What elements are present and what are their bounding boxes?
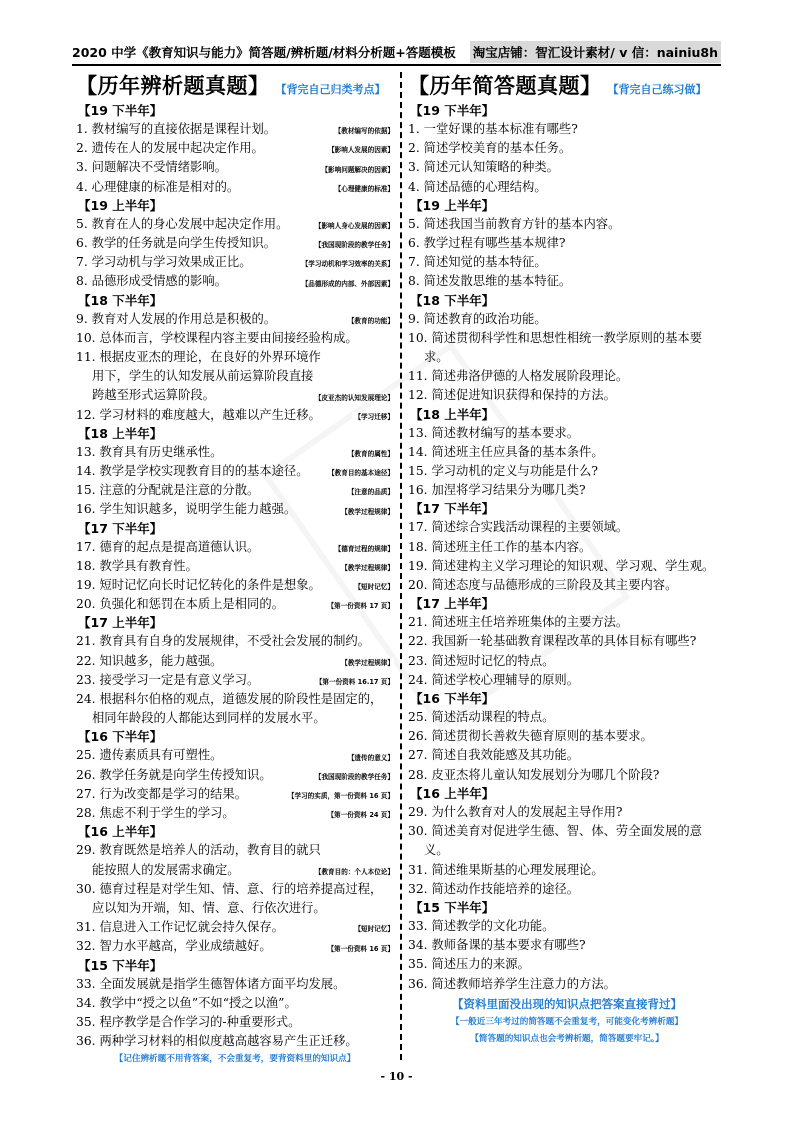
question-text: 20. 简述态度与品德形成的三阶段及其主要内容。 xyxy=(408,578,678,593)
topic-tag: 【影响问题解决的因素】 xyxy=(321,165,394,174)
question-item xyxy=(408,822,726,860)
year-heading: 【18 上半年】 xyxy=(78,425,163,441)
question-text: 7. 学习动机与学习效果成正比。 xyxy=(76,255,252,270)
year-heading: 【19 上半年】 xyxy=(410,197,495,213)
question-text: 15. 学习动机的定义与功能是什么? xyxy=(408,464,598,479)
left-note: 【记住辨析题不用背答案，不会重复考，要背资料里的知识点】 xyxy=(114,1054,356,1065)
question-item xyxy=(408,766,726,785)
question-text: 23. 接受学习一定是有意义学习。 xyxy=(76,672,260,687)
question-item xyxy=(76,1013,394,1032)
topic-tag: 【教育目的：个人本位论】 xyxy=(314,867,394,876)
question-text: 1. 教材编写的直接依据是课程计划。 xyxy=(76,122,277,136)
question-item xyxy=(76,841,394,879)
right-section-title xyxy=(408,70,726,100)
topic-tag: 【教学过程规律】 xyxy=(341,658,394,667)
question-item xyxy=(408,443,726,462)
right-note-3: 【简答题的知识点也会考辨析题，简答题要牢记。】 xyxy=(470,1033,664,1044)
right-question-list xyxy=(408,102,726,994)
topic-tag: 【皮亚杰的认知发展理论】 xyxy=(314,393,394,402)
question-text: 10. 总体而言，学校课程内容主要由间接经验构成。 xyxy=(76,330,358,345)
question-item xyxy=(408,158,726,177)
question-text: 29. 为什么教育对人的发展起主导作用? xyxy=(408,804,623,819)
year-heading: 【17 上半年】 xyxy=(78,615,163,631)
question-text: 36. 简述教师培养学生注意力的方法。 xyxy=(408,976,616,991)
year-heading: 【17 下半年】 xyxy=(78,520,163,536)
question-item xyxy=(408,652,726,671)
topic-tag: 【德育过程的规律】 xyxy=(334,544,394,553)
question-text: 2. 遗传在人的发展中起决定作用。 xyxy=(76,141,264,156)
question-item xyxy=(408,936,726,955)
topic-tag: 【品德形成的内部、外部因素】 xyxy=(301,279,394,288)
topic-tag: 【心理健康的标准】 xyxy=(334,184,394,193)
left-section-title xyxy=(76,70,394,100)
question-text: 17. 德育的起点是提高道德认识。 xyxy=(76,539,260,554)
question-text: 31. 简述维果斯基的心理发展理论。 xyxy=(408,862,604,877)
question-text: 6. 教学的任务就是向学生传授知识。 xyxy=(76,236,277,251)
question-item xyxy=(408,955,726,974)
question-text: 28. 焦虑不利于学生的学习。 xyxy=(76,806,235,821)
question-item xyxy=(76,120,394,139)
right-column xyxy=(408,70,726,1070)
question-item xyxy=(408,424,726,443)
question-item xyxy=(76,804,394,823)
right-title: 【历年简答题真题】 xyxy=(408,74,602,98)
year-heading: 【19 下半年】 xyxy=(78,103,163,118)
year-heading: 【19 上半年】 xyxy=(78,197,163,213)
question-item xyxy=(408,613,726,632)
question-text: 33. 简述教学的文化功能。 xyxy=(408,918,555,933)
question-text: 22. 知识越多，能力越强。 xyxy=(76,653,223,668)
year-heading: 【18 下半年】 xyxy=(78,292,163,308)
question-text: 33. 全面发展就是指学生德智体诸方面平均发展。 xyxy=(76,976,346,991)
question-item xyxy=(408,538,726,557)
question-item xyxy=(76,975,394,994)
question-text: 3. 简述元认知策略的种类。 xyxy=(408,160,559,175)
question-item xyxy=(76,1032,394,1051)
question-text: 4. 简述品德的心理结构。 xyxy=(408,179,547,194)
year-heading: 【18 下半年】 xyxy=(410,292,495,308)
page-header xyxy=(72,40,721,66)
question-text: 12. 简述促进知识获得和保持的方法。 xyxy=(408,388,616,403)
topic-tag: 【第一份资料 17 页】 xyxy=(327,602,394,611)
question-text: 36. 两种学习材料的相似度越高越容易产生正迁移。 xyxy=(76,1034,358,1049)
question-item xyxy=(408,746,726,765)
year-heading: 【16 下半年】 xyxy=(410,691,495,707)
question-item xyxy=(76,329,394,348)
header-title: 2020 中学《教育知识与能力》简答题/辨析题/材料分析题+答题模板 xyxy=(72,45,456,60)
question-item xyxy=(76,310,394,329)
question-item xyxy=(408,481,726,500)
question-text: 20. 负强化和惩罚在本质上是相同的。 xyxy=(76,597,284,612)
topic-tag: 【教育的属性】 xyxy=(347,450,394,459)
question-item xyxy=(408,386,726,405)
question-text: 4. 心理健康的标准是相对的。 xyxy=(76,179,240,194)
question-text: 24. 根据科尔伯格的观点，道德发展的阶段性是固定的，相同年龄段的人都能达到同样的发展水平。 xyxy=(76,692,383,726)
topic-tag: 【教学过程规律】 xyxy=(341,507,394,516)
question-text: 34. 教师备课的基本要求有哪些? xyxy=(408,938,586,953)
question-text: 14. 简述班主任应具备的基本条件。 xyxy=(408,444,604,459)
question-item xyxy=(408,215,726,234)
topic-tag: 【短时记忆】 xyxy=(354,925,394,934)
question-text: 27. 行为改变都是学习的结果。 xyxy=(76,786,248,801)
topic-tag: 【注意的品质】 xyxy=(347,488,394,497)
left-column xyxy=(76,70,394,1070)
left-tip: 【背完自己归类考点】 xyxy=(275,83,386,96)
question-text: 19. 简述建构主义学习理论的知识观、学习观、学生观。 xyxy=(408,558,715,573)
left-title: 【历年辨析题真题】 xyxy=(76,74,270,98)
question-text: 35. 程序教学是合作学习的-种重要形式。 xyxy=(76,1014,301,1029)
question-text: 6. 教学过程有哪些基本规律? xyxy=(408,236,566,251)
question-text: 30. 简述美育对促进学生德、智、体、劳全面发展的意义。 xyxy=(408,824,702,858)
question-item xyxy=(76,481,394,500)
topic-tag: 【影响人发展的因素】 xyxy=(328,146,394,155)
question-text: 18. 教学具有教育性。 xyxy=(76,558,198,573)
question-text: 24. 简述学校心理辅导的原则。 xyxy=(408,672,580,687)
topic-tag: 【教学过程规律】 xyxy=(341,564,394,573)
topic-tag: 【第一份资料 16.17 页】 xyxy=(315,678,394,687)
question-text: 25. 简述活动课程的特点。 xyxy=(408,710,555,725)
question-text: 11. 简述弗洛伊德的人格发展阶段理论。 xyxy=(408,369,629,384)
question-item xyxy=(76,937,394,956)
question-text: 26. 简述贯彻长善救失德育原则的基本要求。 xyxy=(408,729,653,744)
question-item xyxy=(76,595,394,614)
year-heading: 【19 下半年】 xyxy=(410,103,495,118)
question-text: 21. 简述班主任培养班集体的主要方法。 xyxy=(408,615,629,630)
question-item xyxy=(408,234,726,253)
question-item xyxy=(76,690,394,728)
topic-tag: 【遗传的意义】 xyxy=(347,753,394,762)
topic-tag: 【我国现阶段的教学任务】 xyxy=(314,772,394,781)
question-text: 2. 简述学校美育的基本任务。 xyxy=(408,141,572,156)
question-item xyxy=(408,120,726,139)
question-item xyxy=(408,576,726,595)
question-item xyxy=(76,500,394,519)
question-text: 1. 一堂好课的基本标准有哪些? xyxy=(408,122,578,136)
question-text: 3. 问题解决不受情绪影响。 xyxy=(76,160,227,175)
question-text: 7. 简述知觉的基本特征。 xyxy=(408,255,547,270)
question-text: 25. 遗传素质具有可塑性。 xyxy=(76,748,223,763)
question-item xyxy=(408,632,726,651)
question-item xyxy=(408,861,726,880)
page-number: - 10 - xyxy=(380,1070,413,1083)
question-text: 22. 我国新一轮基础教育课程改革的具体目标有哪些? xyxy=(408,634,697,649)
right-note-2: 【一般近三年考过的简答题不会重复考，可能变化考辨析题】 xyxy=(450,1016,684,1027)
question-item xyxy=(76,538,394,557)
topic-tag: 【学习动机和学习效率的关系】 xyxy=(301,260,394,269)
question-item xyxy=(76,785,394,804)
question-item xyxy=(76,406,394,425)
header-shop: 淘宝店铺：智汇设计素材/ v 信：nainiu8h xyxy=(470,41,721,63)
question-text: 13. 简述教材编写的基本要求。 xyxy=(408,425,580,440)
question-text: 13. 教育具有历史继承性。 xyxy=(76,444,223,459)
question-text: 23. 简述短时记忆的特点。 xyxy=(408,653,555,668)
question-item xyxy=(76,880,394,918)
question-text: 26. 教学任务就是向学生传授知识。 xyxy=(76,767,272,782)
topic-tag: 【第一份资料 16 页】 xyxy=(327,944,394,953)
question-text: 29. 教育既然是培养人的活动，教育目的就只能按照人的发展需求确定。 xyxy=(76,843,321,877)
question-item xyxy=(76,253,394,272)
question-item xyxy=(76,462,394,481)
question-item xyxy=(76,158,394,177)
question-text: 28. 皮亚杰将儿童认知发展划分为哪几个阶段? xyxy=(408,767,660,782)
question-text: 5. 教育在人的身心发展中起决定作用。 xyxy=(76,216,289,231)
question-text: 16. 学生知识越多，说明学生能力越强。 xyxy=(76,502,297,517)
question-item xyxy=(76,443,394,462)
question-item xyxy=(76,652,394,671)
question-item xyxy=(76,994,394,1013)
question-item xyxy=(408,557,726,576)
topic-tag: 【影响人身心发展的因素】 xyxy=(314,222,394,231)
question-text: 16. 加涅将学习结果分为哪几类? xyxy=(408,483,586,498)
question-item xyxy=(408,917,726,936)
question-text: 10. 简述贯彻科学性和思想性相统一教学原则的基本要求。 xyxy=(408,330,702,365)
question-item xyxy=(408,708,726,727)
right-note-1: 【资料里面没出现的知识点把答案直接背过】 xyxy=(452,996,682,1011)
question-item xyxy=(76,557,394,576)
question-text: 12. 学习材料的难度越大，越难以产生迁移。 xyxy=(76,407,321,422)
question-text: 14. 教学是学校实现教育目的的基本途径。 xyxy=(76,464,309,479)
question-item xyxy=(76,178,394,197)
question-text: 9. 简述教育的政治功能。 xyxy=(408,311,547,326)
year-heading: 【16 上半年】 xyxy=(410,785,495,801)
question-item xyxy=(76,348,394,406)
question-item xyxy=(76,766,394,785)
question-item xyxy=(408,367,726,386)
topic-tag: 【学习的实质，第一份资料 16 页】 xyxy=(287,792,394,801)
year-heading: 【18 上半年】 xyxy=(410,406,495,422)
question-text: 35. 简述压力的来源。 xyxy=(408,957,530,972)
topic-tag: 【我国现阶段的教学任务】 xyxy=(314,241,394,250)
year-heading: 【16 下半年】 xyxy=(78,729,163,745)
question-text: 9. 教育对人发展的作用总是积极的。 xyxy=(76,311,277,326)
question-item xyxy=(76,746,394,765)
question-item xyxy=(408,975,726,994)
left-question-list xyxy=(76,102,394,1051)
question-text: 8. 品德形成受情感的影响。 xyxy=(76,274,227,289)
question-item xyxy=(76,632,394,651)
year-heading: 【15 下半年】 xyxy=(410,899,495,915)
year-heading: 【17 下半年】 xyxy=(410,501,495,517)
question-item xyxy=(408,518,726,537)
question-item xyxy=(408,310,726,329)
question-item xyxy=(408,671,726,690)
question-text: 34. 教学中“授之以鱼”不如“授之以渔”。 xyxy=(76,995,297,1010)
question-text: 21. 教育具有自身的发展规律，不受社会发展的制约。 xyxy=(76,634,370,649)
topic-tag: 【学习迁移】 xyxy=(354,412,394,421)
question-text: 30. 德育过程是对学生知、情、意、行的培养提高过程，应以知为开端，知、情、意、行依次进行。 xyxy=(76,881,383,915)
topic-tag: 【教育的功能】 xyxy=(347,316,394,325)
question-item xyxy=(408,462,726,481)
question-item xyxy=(408,727,726,746)
question-item xyxy=(408,329,726,367)
question-text: 11. 根据皮亚杰的理论，在良好的外界环境作用下，学生的认知发展从前运算阶段直接跨越至形式运算阶段。 xyxy=(76,350,321,403)
topic-tag: 【短时记忆】 xyxy=(354,583,394,592)
question-text: 17. 简述综合实践活动课程的主要领域。 xyxy=(408,520,629,535)
topic-tag: 【第一份资料 24 页】 xyxy=(327,811,394,820)
topic-tag: 【教材编写的依据】 xyxy=(334,127,394,136)
question-item xyxy=(408,880,726,899)
right-tip: 【背完自己练习做】 xyxy=(607,83,707,96)
question-text: 31. 信息进入工作记忆就会持久保存。 xyxy=(76,920,284,935)
question-text: 32. 智力水平越高，学业成绩越好。 xyxy=(76,939,272,954)
year-heading: 【17 上半年】 xyxy=(410,596,495,612)
question-text: 5. 简述我国当前教育方针的基本内容。 xyxy=(408,216,621,231)
question-item xyxy=(408,178,726,197)
question-item xyxy=(76,272,394,291)
question-item xyxy=(408,139,726,158)
question-text: 18. 简述班主任工作的基本内容。 xyxy=(408,539,592,554)
year-heading: 【16 上半年】 xyxy=(78,824,163,840)
question-item xyxy=(76,215,394,234)
question-text: 32. 简述动作技能培养的途径。 xyxy=(408,881,580,896)
question-item xyxy=(76,576,394,595)
question-text: 8. 简述发散思维的基本特征。 xyxy=(408,274,572,289)
topic-tag: 【教育目的基本途径】 xyxy=(328,469,394,478)
question-item xyxy=(76,139,394,158)
question-item xyxy=(76,671,394,690)
question-item xyxy=(76,918,394,937)
year-heading: 【15 下半年】 xyxy=(78,957,163,973)
question-item xyxy=(76,234,394,253)
question-text: 27. 简述自我效能感及其功能。 xyxy=(408,748,580,763)
question-item xyxy=(408,803,726,822)
question-text: 15. 注意的分配就是注意的分散。 xyxy=(76,483,260,498)
question-text: 19. 短时记忆向长时记忆转化的条件是想象。 xyxy=(76,578,321,593)
question-item xyxy=(408,253,726,272)
question-item xyxy=(408,272,726,291)
